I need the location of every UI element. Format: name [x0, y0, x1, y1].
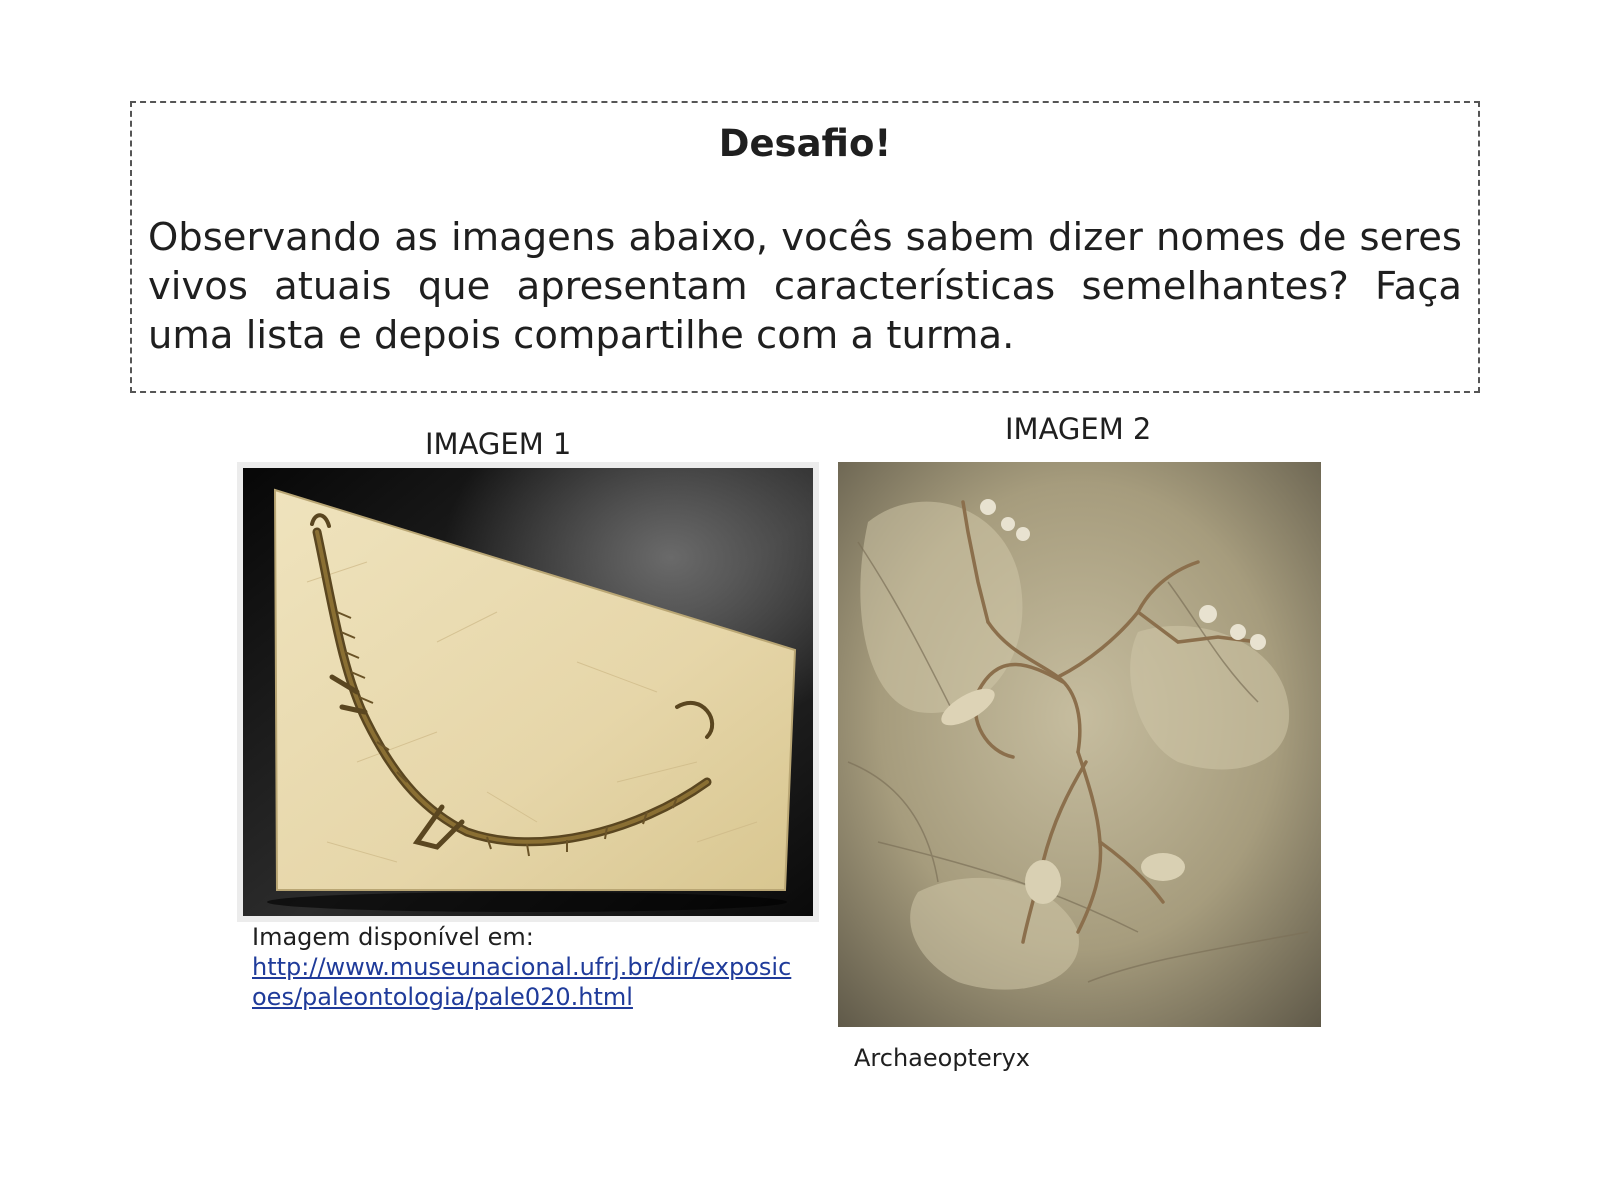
source-link[interactable]: http://www.museunacional.ufrj.br/dir/exposicoes/paleontologia/pale020.html [252, 953, 792, 1011]
challenge-box [130, 101, 1480, 393]
image-1-caption-prefix: Imagem disponível em: [252, 923, 534, 951]
challenge-title: Desafio! [718, 122, 892, 165]
challenge-text: Observando as imagens abaixo, vocês sabem dizer nomes de seres vivos atuais que apresentam características semelhantes? Faça uma lista e depois compartilhe com a turma. [148, 215, 1462, 358]
image-1-caption [252, 922, 792, 1012]
image-2-caption: Archaeopteryx [854, 1044, 1031, 1072]
image-2-label: IMAGEM 2 [1005, 412, 1152, 446]
image-1-label: IMAGEM 1 [425, 427, 572, 461]
archaeopteryx-image [838, 462, 1321, 1027]
fossil-slab-image [237, 462, 819, 922]
